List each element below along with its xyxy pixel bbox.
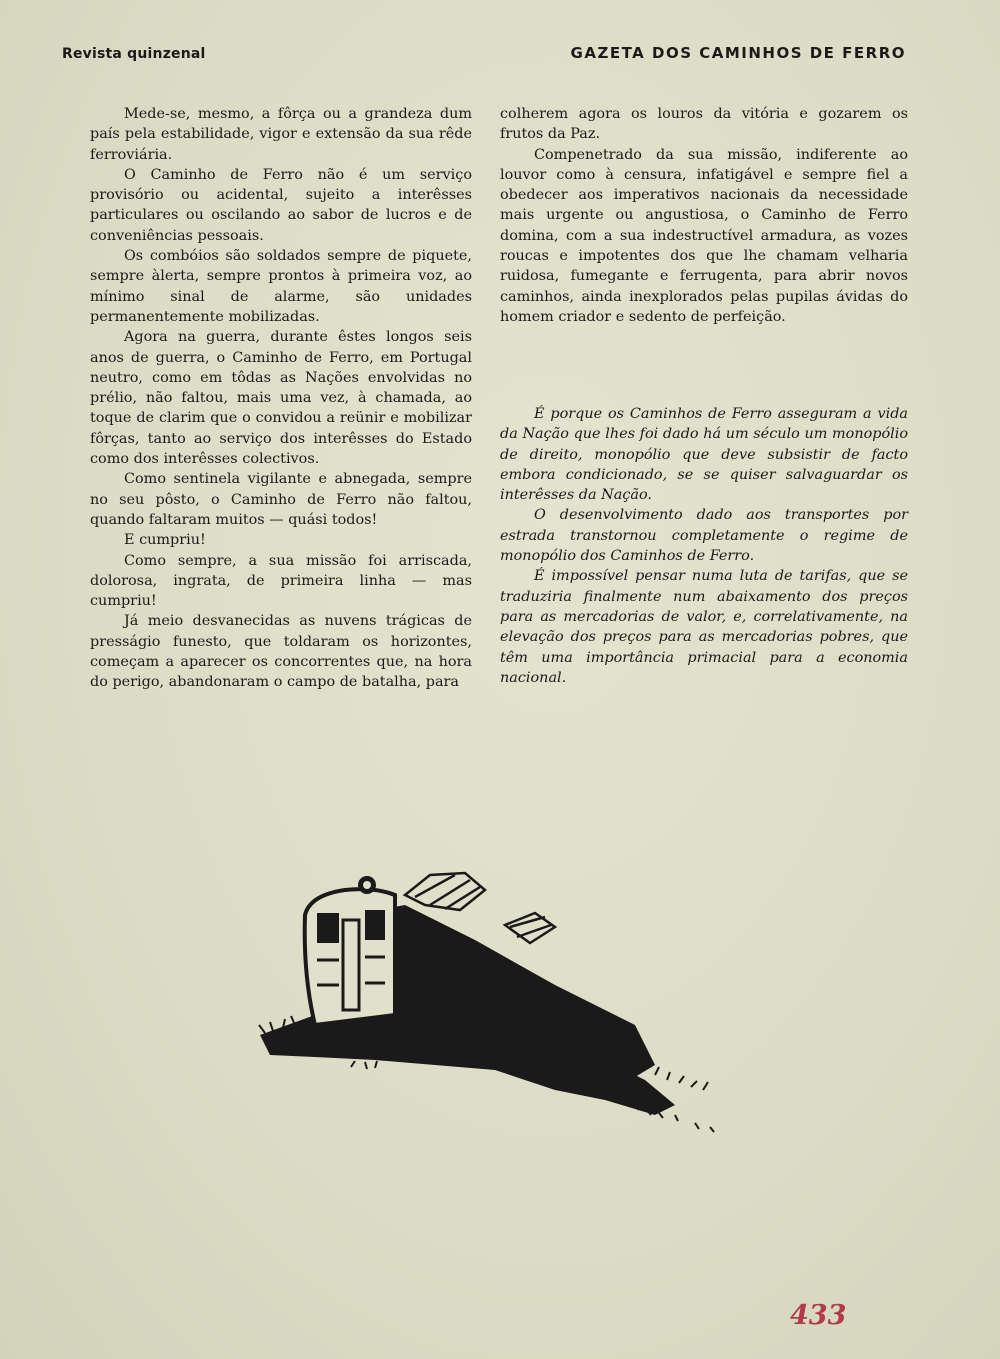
paragraph: colherem agora os louros da vitória e gozarem os frutos da Paz. bbox=[500, 106, 908, 143]
paragraph: Como sempre, a sua missão foi arriscada, dolorosa, ingrata, de primeira linha — mas cumpriu! bbox=[90, 552, 472, 610]
left-column bbox=[90, 104, 472, 693]
paragraph: E cumpriu! bbox=[124, 532, 206, 549]
quote-paragraph: É impossível pensar numa luta de tarifas, que se traduziria finalmente num abaixamento dos preços para as mercadorias de valor, e, correlativamente, na elevação dos preços para as mercadorias pobres, que têm uma importância primacial para a economia nacional. bbox=[500, 568, 908, 686]
paragraph: Os combóios são soldados sempre de piquete, sempre àlerta, sempre prontos à primeira voz, ao mínimo sinal de alarme, são unidades permanentemente mobilizadas. bbox=[90, 248, 472, 325]
page-number: 433 bbox=[790, 1300, 847, 1331]
train-illustration bbox=[255, 865, 725, 1135]
header-right: GAZETA DOS CAMINHOS DE FERRO bbox=[570, 44, 906, 62]
italic-quote bbox=[500, 404, 908, 688]
right-column bbox=[500, 104, 908, 327]
quote-paragraph: É porque os Caminhos de Ferro asseguram a vida da Nação que lhes foi dado há um século um monopólio de direito, monopólio que deve subsistir de facto embora condicionado, se se quiser salvaguardar os interêsses da Nação. bbox=[500, 406, 908, 504]
header-left: Revista quinzenal bbox=[62, 46, 206, 62]
paragraph: Como sentinela vigilante e abnegada, sempre no seu pôsto, o Caminho de Ferro não faltou, quando faltaram muitos — quási todos! bbox=[90, 471, 472, 528]
paragraph: Já meio desvanecidas as nuvens trágicas de presságio funesto, que toldaram os horizontes, começam a aparecer os concorrentes que, na hora do perigo, abandonaram o campo de batalha, para bbox=[90, 613, 472, 691]
quote-paragraph: O desenvolvimento dado aos transportes por estrada transtornou completamente o regime de monopólio dos Caminhos de Ferro. bbox=[500, 507, 908, 565]
paragraph: O Caminho de Ferro não é um serviço provisório ou acidental, sujeito a interêsses particulares ou oscilando ao sabor de lucros e de conveniências pessoais. bbox=[90, 166, 472, 244]
paragraph: Compenetrado da sua missão, indiferente ao louvor como à censura, infatigável e sempre fiel a obedecer aos imperativos nacionais da necessidade mais urgente ou angustiosa, o Caminho de Ferro domina, com a sua indestructível armadura, as vozes roucas e impotentes dos que lhe chamam velharia ruidosa, fumegante e ferrugenta, para abrir novos caminhos, ainda inexplorados pelas pupilas ávidas do homem criador e sedento de perfeição. bbox=[500, 146, 908, 325]
paragraph: Mede-se, mesmo, a fôrça ou a grandeza dum país pela estabilidade, vigor e extensão da sua rêde ferroviária. bbox=[90, 106, 472, 163]
paragraph: Agora na guerra, durante êstes longos seis anos de guerra, o Caminho de Ferro, em Portugal neutro, como em tôdas as Nações envolvidas no prélio, não faltou, mais uma vez, à chamada, ao toque de clarim que o convidou a reünir e mobilizar fôrças, tanto ao serviço dos interêsses do Estado como dos interêsses colectivos. bbox=[90, 329, 472, 468]
